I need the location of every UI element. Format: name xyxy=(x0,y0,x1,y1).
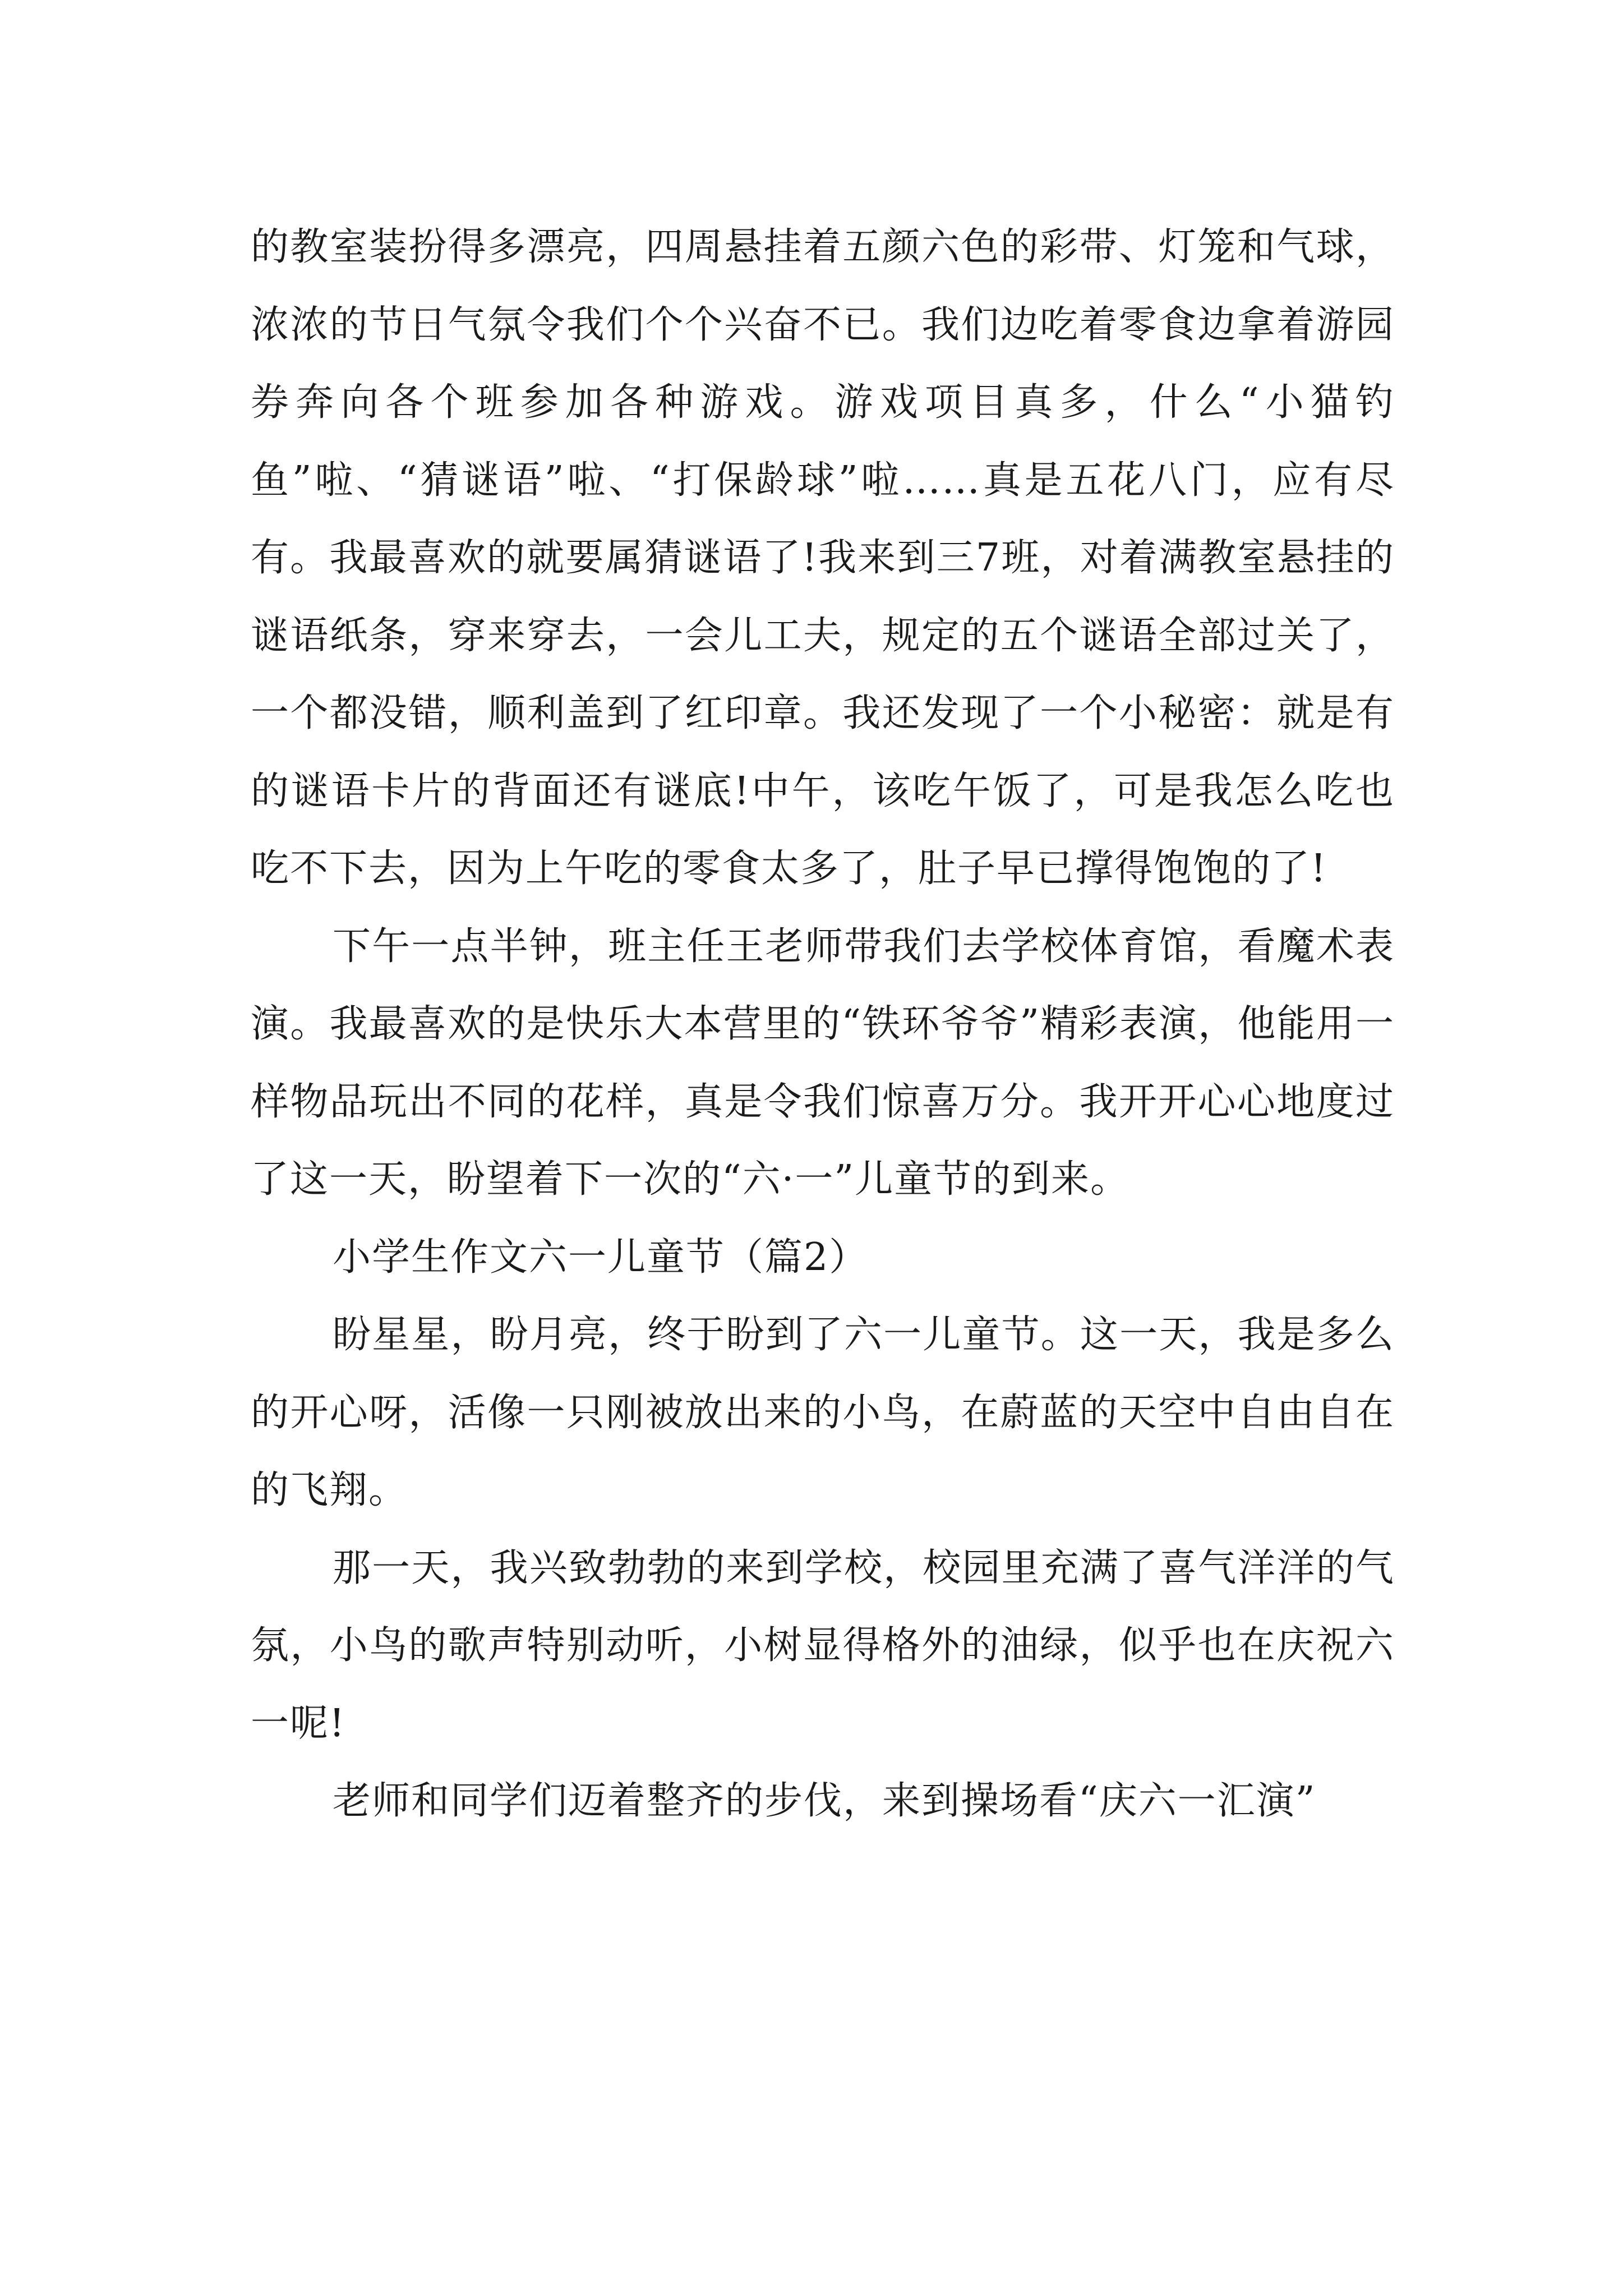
document-body xyxy=(251,209,1395,1841)
paragraph-childrens-day-intro: 盼星星，盼月亮，终于盼到了六一儿童节。这一天，我是多么的开心呀，活像一只刚被放出来的小鸟，在蔚蓝的天空中自由自在的飞翔。 xyxy=(251,1313,1395,1512)
paragraph-playground-show: 老师和同学们迈着整齐的步伐，来到操场看“庆六一汇演” xyxy=(333,1779,1316,1823)
section-heading: 小学生作文六一儿童节（篇2） xyxy=(333,1235,869,1280)
paragraph-school-arrival: 那一天，我兴致勃勃的来到学校，校园里充满了喜气洋洋的气氛，小鸟的歌声特别动听，小树显得格外的油绿，似乎也在庆祝六一呢! xyxy=(251,1545,1395,1746)
paragraph-magic-show: 下午一点半钟，班主任王老师带我们去学校体育馆，看魔术表演。我最喜欢的是快乐大本营里的“铁环爷爷”精彩表演，他能用一样物品玩出不同的花样，真是令我们惊喜万分。我开开心心地度过了这一天，盼望着下一次的“六·一”儿童节的到来。 xyxy=(251,924,1395,1202)
paragraph-continuation: 的教室装扮得多漂亮，四周悬挂着五颜六色的彩带、灯笼和气球，浓浓的节日气氛令我们个个兴奋不已。我们边吃着零食边拿着游园券奔向各个班参加各种游戏。游戏项目真多，什么“小猫钓鱼”啦、“猜谜语”啦、“打保龄球”啦……真是五花八门，应有尽有。我最喜欢的就要属猜谜语了!我来到三7班，对着满教室悬挂的谜语纸条，穿来穿去，一会儿工夫，规定的五个谜语全部过关了，一个都没错，顺利盖到了红印章。我还发现了一个小秘密：就是有的谜语卡片的背面还有谜底!中午，该吃午饭了，可是我怎么吃也吃不下去，因为上午吃的零食太多了，肚子早已撑得饱饱的了! xyxy=(251,225,1395,891)
